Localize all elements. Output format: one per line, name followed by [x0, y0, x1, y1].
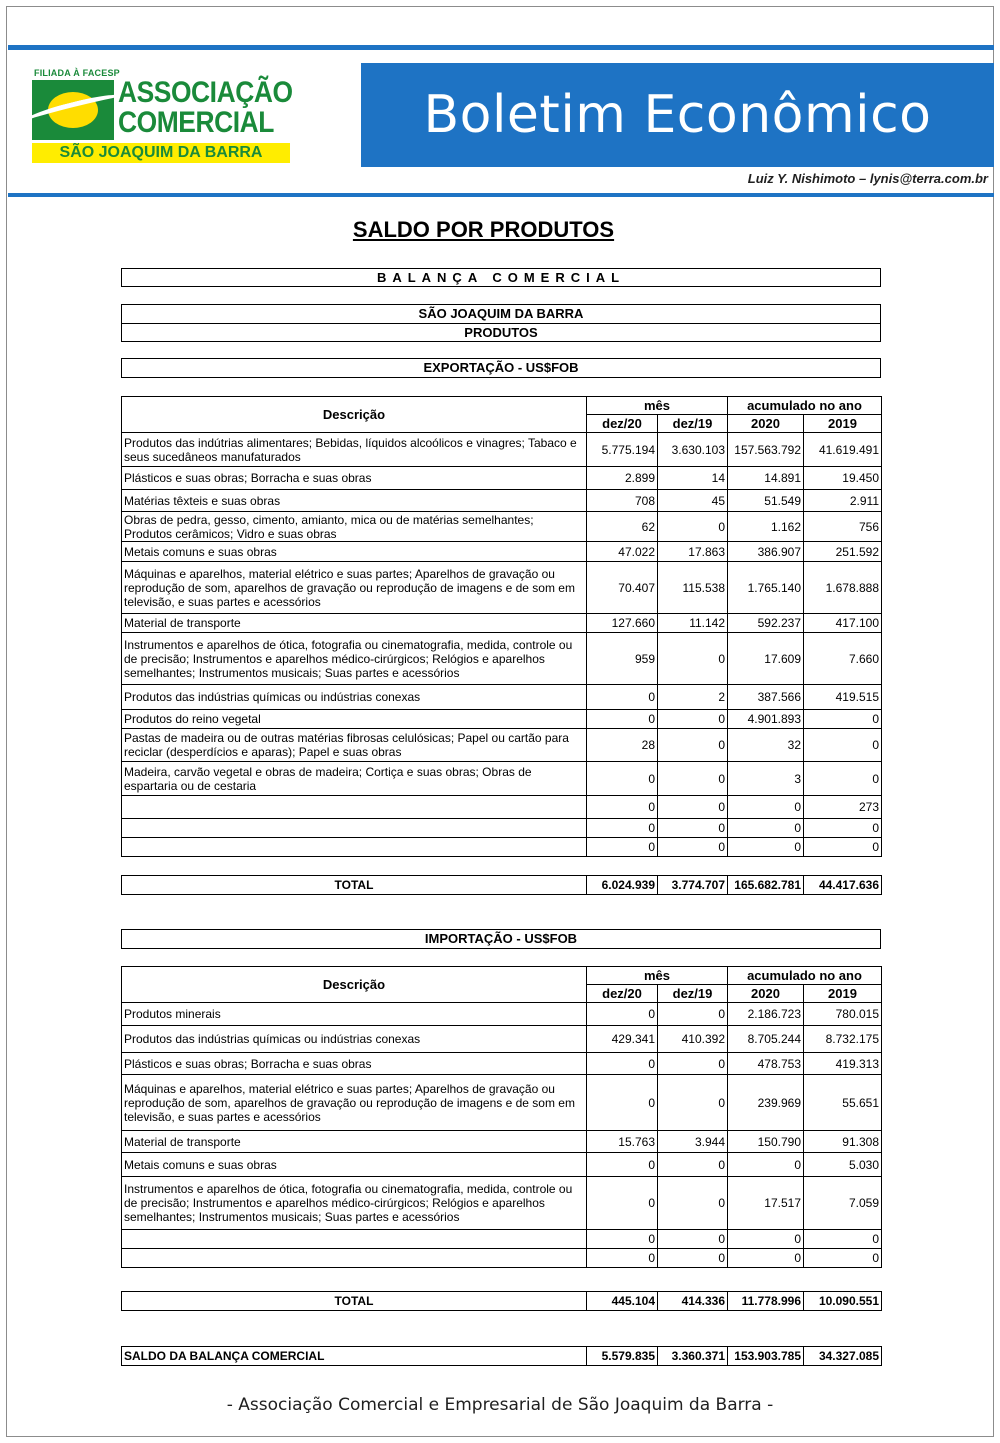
- bulletin-title-banner: Boletim Econômico: [361, 63, 994, 167]
- value-cell: 386.907: [728, 542, 804, 562]
- value-cell: 7.059: [804, 1177, 882, 1230]
- value-cell: 0: [658, 729, 728, 762]
- value-cell: 14: [658, 467, 728, 490]
- table-row: [122, 796, 882, 819]
- value-cell: 0: [804, 1230, 882, 1249]
- saldo-value: 5.579.835: [587, 1347, 658, 1366]
- value-cell: 5.775.194: [587, 433, 658, 467]
- value-cell: 0: [658, 819, 728, 838]
- header-rule-bottom: [8, 193, 994, 197]
- value-cell: 150.790: [728, 1131, 804, 1153]
- value-cell: 0: [587, 838, 658, 857]
- product-description: Obras de pedra, gesso, cimento, amianto, mica ou de matérias semelhantes; Produtos cerâmicos; Vidro e suas obras: [122, 512, 587, 542]
- value-cell: 0: [587, 710, 658, 729]
- product-description: Plásticos e suas obras; Borracha e suas obras: [122, 467, 587, 490]
- value-cell: 0: [728, 1249, 804, 1268]
- product-description: Pastas de madeira ou de outras matérias fibrosas celulósicas; Papel ou cartão para reciclar (desperdícios e aparas); Papel e suas obras: [122, 729, 587, 762]
- logo-word-associacao: ASSOCIAÇÃO: [118, 76, 293, 109]
- value-cell: 70.407: [587, 562, 658, 614]
- product-description: Material de transporte: [122, 1131, 587, 1153]
- value-cell: 8.732.175: [804, 1026, 882, 1053]
- value-cell: 0: [804, 762, 882, 796]
- value-cell: 0: [587, 685, 658, 710]
- value-cell: 273: [804, 796, 882, 819]
- value-cell: 0: [658, 838, 728, 857]
- column-header-acumulado: acumulado no ano: [728, 397, 882, 415]
- table-row: [122, 562, 882, 614]
- table-row: [122, 467, 882, 490]
- value-cell: 419.313: [804, 1053, 882, 1075]
- value-cell: 19.450: [804, 467, 882, 490]
- page-title: SALDO POR PRODUTOS: [352, 217, 615, 242]
- value-cell: 14.891: [728, 467, 804, 490]
- saldo-row: [122, 1347, 882, 1366]
- column-header-dez20: dez/20: [587, 985, 658, 1003]
- value-cell: 0: [728, 796, 804, 819]
- value-cell: 239.969: [728, 1075, 804, 1131]
- value-cell: 419.515: [804, 685, 882, 710]
- value-cell: 0: [587, 1230, 658, 1249]
- total-label: TOTAL: [122, 876, 587, 895]
- balanca-comercial-banner: BALANÇA COMERCIAL: [121, 268, 881, 287]
- footer-note: - Associação Comercial e Empresarial de São Joaquim da Barra -: [226, 1395, 774, 1415]
- value-cell: 91.308: [804, 1131, 882, 1153]
- column-header-descricao: Descrição: [122, 967, 587, 1003]
- value-cell: 0: [587, 1249, 658, 1268]
- logo-word-comercial: COMERCIAL: [118, 106, 274, 139]
- product-description: Produtos das indústrias químicas ou indústrias conexas: [122, 685, 587, 710]
- column-header-2020: 2020: [728, 985, 804, 1003]
- column-header-2019: 2019: [804, 415, 882, 433]
- city-label: SÃO JOAQUIM DA BARRA: [418, 306, 584, 321]
- value-cell: 2.186.723: [728, 1003, 804, 1026]
- value-cell: 410.392: [658, 1026, 728, 1053]
- column-header-dez19: dez/19: [658, 415, 728, 433]
- value-cell: 47.022: [587, 542, 658, 562]
- total-value: 10.090.551: [804, 1292, 882, 1311]
- value-cell: 0: [658, 633, 728, 685]
- value-cell: 2.899: [587, 467, 658, 490]
- value-cell: 478.753: [728, 1053, 804, 1075]
- author-credit: Luiz Y. Nishimoto – lynis@terra.com.br: [747, 171, 988, 186]
- product-description: Madeira, carvão vegetal e obras de madeira; Cortiça e suas obras; Obras de espartaria ou de cestaria: [122, 762, 587, 796]
- product-description: Metais comuns e suas obras: [122, 542, 587, 562]
- value-cell: 157.563.792: [728, 433, 804, 467]
- logo-tagline: FILIADA À FACESP: [34, 68, 120, 78]
- product-description: Instrumentos e aparelhos de ótica, fotografia ou cinematografia, medida, controle ou de precisão; Instrumentos e aparelhos médico-cirúrgicos; Relógios e aparelhos semelhantes; Instrumentos musicais; Suas partes e acessórios: [122, 633, 587, 685]
- header-rule-top: [8, 45, 994, 50]
- table-row: [122, 819, 882, 838]
- product-description: Plásticos e suas obras; Borracha e suas obras: [122, 1053, 587, 1075]
- value-cell: 1.162: [728, 512, 804, 542]
- column-header-2019: 2019: [804, 985, 882, 1003]
- product-description: Material de transporte: [122, 614, 587, 633]
- product-description: [122, 1230, 587, 1249]
- total-label: TOTAL: [122, 1292, 587, 1311]
- table-row: [122, 762, 882, 796]
- table-row: [122, 1075, 882, 1131]
- value-cell: 32: [728, 729, 804, 762]
- value-cell: 5.030: [804, 1153, 882, 1177]
- import-total-table: [121, 1291, 882, 1311]
- value-cell: 17.863: [658, 542, 728, 562]
- value-cell: 0: [658, 512, 728, 542]
- table-row: [122, 1249, 882, 1268]
- table-row: [122, 490, 882, 512]
- table-row: [122, 1230, 882, 1249]
- saldo-table: [121, 1346, 882, 1366]
- table-row: [122, 1026, 882, 1053]
- value-cell: 1.765.140: [728, 562, 804, 614]
- value-cell: 3.630.103: [658, 433, 728, 467]
- logo-city-band: SÃO JOAQUIM DA BARRA: [32, 143, 290, 163]
- column-header-mes: mês: [587, 397, 728, 415]
- product-description: [122, 1249, 587, 1268]
- value-cell: 28: [587, 729, 658, 762]
- value-cell: 3: [728, 762, 804, 796]
- product-description: Produtos das indútrias alimentares; Bebidas, líquidos alcoólicos e vinagres; Tabaco e seus sucedâneos manufaturados: [122, 433, 587, 467]
- value-cell: 959: [587, 633, 658, 685]
- saldo-label: SALDO DA BALANÇA COMERCIAL: [122, 1347, 587, 1366]
- table-row: [122, 1003, 882, 1026]
- column-header-mes: mês: [587, 967, 728, 985]
- value-cell: 756: [804, 512, 882, 542]
- value-cell: 0: [587, 762, 658, 796]
- table-row: [122, 1177, 882, 1230]
- value-cell: 0: [658, 1053, 728, 1075]
- value-cell: 0: [658, 1177, 728, 1230]
- column-header-dez19: dez/19: [658, 985, 728, 1003]
- value-cell: 0: [804, 819, 882, 838]
- value-cell: 17.517: [728, 1177, 804, 1230]
- value-cell: 115.538: [658, 562, 728, 614]
- city-subject-box: [121, 304, 881, 342]
- logo-emblem-icon: [32, 80, 114, 140]
- product-description: Máquinas e aparelhos, material elétrico e suas partes; Aparelhos de gravação ou reprodução de som, aparelhos de gravação ou reprodução de imagens e de som em televisão, e suas partes e acessórios: [122, 562, 587, 614]
- export-table: [121, 396, 882, 857]
- column-header-acumulado: acumulado no ano: [728, 967, 882, 985]
- value-cell: 2: [658, 685, 728, 710]
- export-total-row: [122, 876, 882, 895]
- association-logo: [32, 68, 293, 163]
- value-cell: 0: [728, 819, 804, 838]
- value-cell: 62: [587, 512, 658, 542]
- table-row: [122, 1131, 882, 1153]
- value-cell: 0: [658, 710, 728, 729]
- product-description: [122, 796, 587, 819]
- value-cell: 0: [587, 796, 658, 819]
- value-cell: 387.566: [728, 685, 804, 710]
- total-value: 165.682.781: [728, 876, 804, 895]
- product-description: [122, 819, 587, 838]
- value-cell: 7.660: [804, 633, 882, 685]
- value-cell: 0: [728, 838, 804, 857]
- value-cell: 429.341: [587, 1026, 658, 1053]
- value-cell: 0: [658, 1003, 728, 1026]
- total-value: 11.778.996: [728, 1292, 804, 1311]
- saldo-value: 3.360.371: [658, 1347, 728, 1366]
- table-row: [122, 729, 882, 762]
- value-cell: 4.901.893: [728, 710, 804, 729]
- value-cell: 55.651: [804, 1075, 882, 1131]
- value-cell: 0: [658, 762, 728, 796]
- table-row: [122, 685, 882, 710]
- import-table: [121, 966, 882, 1268]
- value-cell: 0: [658, 1153, 728, 1177]
- table-row: [122, 838, 882, 857]
- value-cell: 417.100: [804, 614, 882, 633]
- value-cell: 3.944: [658, 1131, 728, 1153]
- total-value: 3.774.707: [658, 876, 728, 895]
- value-cell: 708: [587, 490, 658, 512]
- product-description: Metais comuns e suas obras: [122, 1153, 587, 1177]
- value-cell: 0: [804, 838, 882, 857]
- export-section-title: EXPORTAÇÃO - US$FOB: [121, 358, 881, 378]
- table-row: [122, 633, 882, 685]
- value-cell: 0: [658, 1230, 728, 1249]
- product-description: Produtos do reino vegetal: [122, 710, 587, 729]
- value-cell: 0: [587, 1075, 658, 1131]
- value-cell: 0: [728, 1230, 804, 1249]
- table-row: [122, 542, 882, 562]
- value-cell: 0: [587, 1177, 658, 1230]
- product-description: Produtos das indústrias químicas ou indústrias conexas: [122, 1026, 587, 1053]
- value-cell: 0: [658, 1249, 728, 1268]
- value-cell: 0: [658, 1075, 728, 1131]
- import-total-row: [122, 1292, 882, 1311]
- table-row: [122, 1053, 882, 1075]
- value-cell: 0: [658, 796, 728, 819]
- value-cell: 0: [804, 1249, 882, 1268]
- subject-label: PRODUTOS: [122, 323, 880, 341]
- table-row: [122, 433, 882, 467]
- total-value: 6.024.939: [587, 876, 658, 895]
- table-row: [122, 614, 882, 633]
- value-cell: 0: [804, 729, 882, 762]
- export-total-table: [121, 875, 882, 895]
- value-cell: 1.678.888: [804, 562, 882, 614]
- value-cell: 15.763: [587, 1131, 658, 1153]
- value-cell: 0: [587, 819, 658, 838]
- saldo-value: 153.903.785: [728, 1347, 804, 1366]
- value-cell: 0: [587, 1053, 658, 1075]
- value-cell: 2.911: [804, 490, 882, 512]
- column-header-2020: 2020: [728, 415, 804, 433]
- value-cell: 251.592: [804, 542, 882, 562]
- column-header-dez20: dez/20: [587, 415, 658, 433]
- saldo-value: 34.327.085: [804, 1347, 882, 1366]
- product-description: Produtos minerais: [122, 1003, 587, 1026]
- value-cell: 51.549: [728, 490, 804, 512]
- value-cell: 592.237: [728, 614, 804, 633]
- product-description: Instrumentos e aparelhos de ótica, fotografia ou cinematografia, medida, controle ou de precisão; Instrumentos e aparelhos médico-cirúrgicos; Relógios e aparelhos semelhantes; Instrumentos musicais; Suas partes e acessórios: [122, 1177, 587, 1230]
- value-cell: 780.015: [804, 1003, 882, 1026]
- value-cell: 0: [587, 1003, 658, 1026]
- column-header-descricao: Descrição: [122, 397, 587, 433]
- product-description: Matérias têxteis e suas obras: [122, 490, 587, 512]
- table-row: [122, 710, 882, 729]
- value-cell: 8.705.244: [728, 1026, 804, 1053]
- import-section-title: IMPORTAÇÃO - US$FOB: [121, 929, 881, 949]
- table-row: [122, 512, 882, 542]
- value-cell: 11.142: [658, 614, 728, 633]
- value-cell: 0: [804, 710, 882, 729]
- value-cell: 41.619.491: [804, 433, 882, 467]
- value-cell: 17.609: [728, 633, 804, 685]
- product-description: Máquinas e aparelhos, material elétrico e suas partes; Aparelhos de gravação ou reprodução de som, aparelhos de gravação ou reprodução de imagens e de som em televisão, e suas partes e acessórios: [122, 1075, 587, 1131]
- value-cell: 127.660: [587, 614, 658, 633]
- product-description: [122, 838, 587, 857]
- value-cell: 0: [587, 1153, 658, 1177]
- table-row: [122, 1153, 882, 1177]
- value-cell: 0: [728, 1153, 804, 1177]
- total-value: 44.417.636: [804, 876, 882, 895]
- value-cell: 45: [658, 490, 728, 512]
- total-value: 445.104: [587, 1292, 658, 1311]
- total-value: 414.336: [658, 1292, 728, 1311]
